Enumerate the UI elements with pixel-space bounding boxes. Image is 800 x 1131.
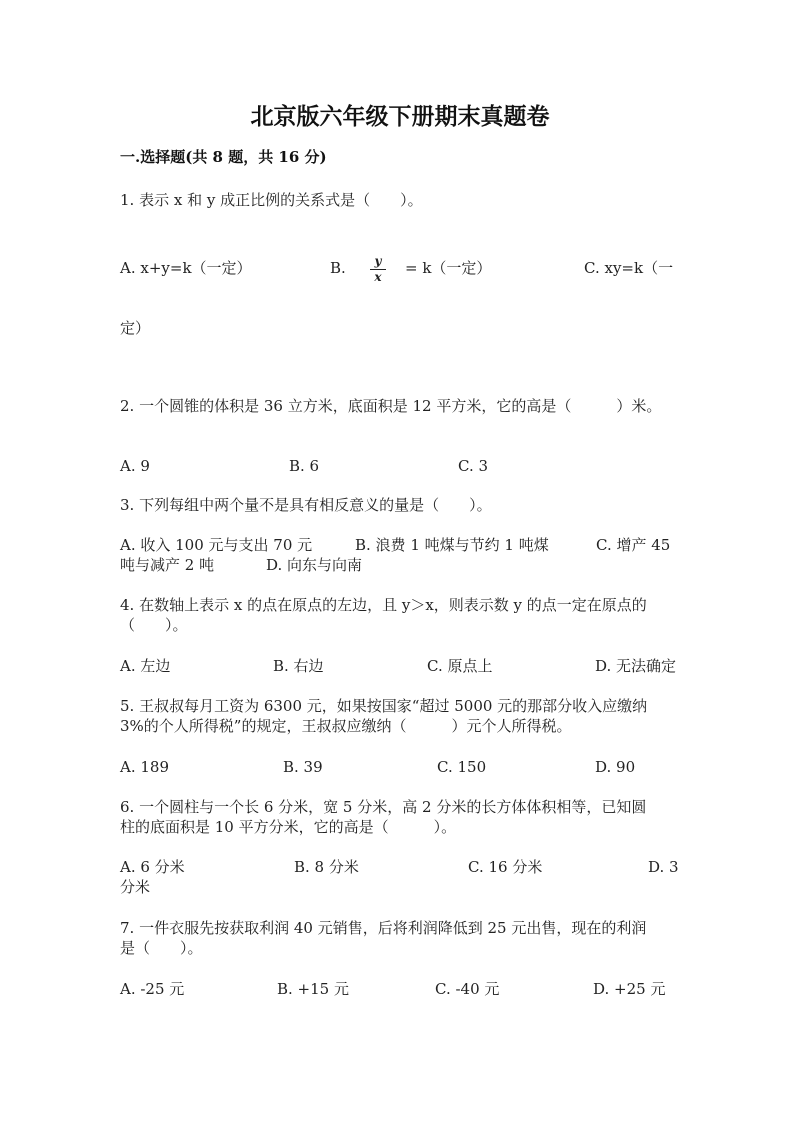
question-4-option-d: D. 无法确定 (595, 657, 677, 675)
question-7-stem-line-1: 7. 一件衣服先按获取利润 40 元销售，后将利润降低到 25 元出售，现在的利润 (120, 919, 647, 937)
question-3-option-a: A. 收入 100 元与支出 70 元 (120, 536, 313, 554)
question-2-option-c: C. 3 (458, 457, 489, 475)
page-title: 北京版六年级下册期末真题卷 (250, 103, 550, 130)
question-4-option-a: A. 左边 (120, 657, 171, 675)
question-6-option-d-continued: 分米 (120, 878, 151, 896)
question-7-option-d: D. +25 元 (593, 980, 666, 998)
question-4-option-c: C. 原点上 (427, 657, 493, 675)
question-6-option-b: B. 8 分米 (294, 858, 359, 876)
question-1-option-c-continued: 定） (120, 319, 151, 337)
question-1-stem: 1. 表示 x 和 y 成正比例的关系式是（ ）。 (120, 191, 423, 209)
question-7-option-b: B. +15 元 (277, 980, 349, 998)
question-6-option-d: D. 3 (648, 858, 679, 876)
question-3-option-c: C. 增产 45 (596, 536, 671, 554)
question-4-stem-line-2: （ ）。 (120, 616, 188, 634)
question-6-option-c: C. 16 分米 (468, 858, 543, 876)
fraction-denominator: x (374, 270, 382, 284)
question-5-option-b: B. 39 (283, 758, 323, 776)
section-heading: 一.选择题(共 8 题，共 16 分) (120, 148, 327, 166)
question-1-option-b-label: B. (330, 259, 346, 277)
question-1-option-a: A. x+y=k（一定） (120, 259, 252, 277)
question-5-option-c: C. 150 (437, 758, 487, 776)
fraction-numerator: y (374, 254, 382, 268)
question-7-option-a: A. -25 元 (120, 980, 185, 998)
question-7-stem-line-2: 是（ ）。 (120, 939, 203, 957)
question-5-option-d: D. 90 (595, 758, 636, 776)
question-5-stem-line-1: 5. 王叔叔每月工资为 6300 元，如果按国家“超过 5000 元的那部分收入应缴纳 (120, 697, 648, 715)
question-5-stem-line-2: 3%的个人所得税”的规定，王叔叔应缴纳（ ）元个人所得税。 (120, 717, 572, 735)
question-1-option-b-text: = k（一定） (405, 259, 492, 277)
question-3-option-b: B. 浪费 1 吨煤与节约 1 吨煤 (355, 536, 549, 554)
question-6-option-a: A. 6 分米 (120, 858, 185, 876)
question-2-option-b: B. 6 (289, 457, 320, 475)
question-1-option-c: C. xy=k（一 (584, 259, 674, 277)
question-5-option-a: A. 189 (120, 758, 169, 776)
question-3-option-d: D. 向东与向南 (266, 556, 363, 574)
question-6-stem-line-2: 柱的底面积是 10 平方分米，它的高是（ ）。 (120, 818, 457, 836)
question-3-option-c-continued: 吨与减产 2 吨 (120, 556, 215, 574)
question-6-stem-line-1: 6. 一个圆柱与一个长 6 分米，宽 5 分米，高 2 分米的长方体体积相等，已知圆 (120, 798, 647, 816)
question-1-option-b-fraction (370, 255, 386, 284)
question-7-option-c: C. -40 元 (435, 980, 500, 998)
question-4-stem-line-1: 4. 在数轴上表示 x 的点在原点的左边，且 y＞x，则表示数 y 的点一定在原点的 (120, 596, 647, 614)
question-2-option-a: A. 9 (120, 457, 150, 475)
question-3-stem: 3. 下列每组中两个量不是具有相反意义的量是（ ）。 (120, 496, 492, 514)
question-2-stem: 2. 一个圆锥的体积是 36 立方米，底面积是 12 平方米，它的高是（ ）米。 (120, 397, 662, 415)
question-4-option-b: B. 右边 (273, 657, 324, 675)
